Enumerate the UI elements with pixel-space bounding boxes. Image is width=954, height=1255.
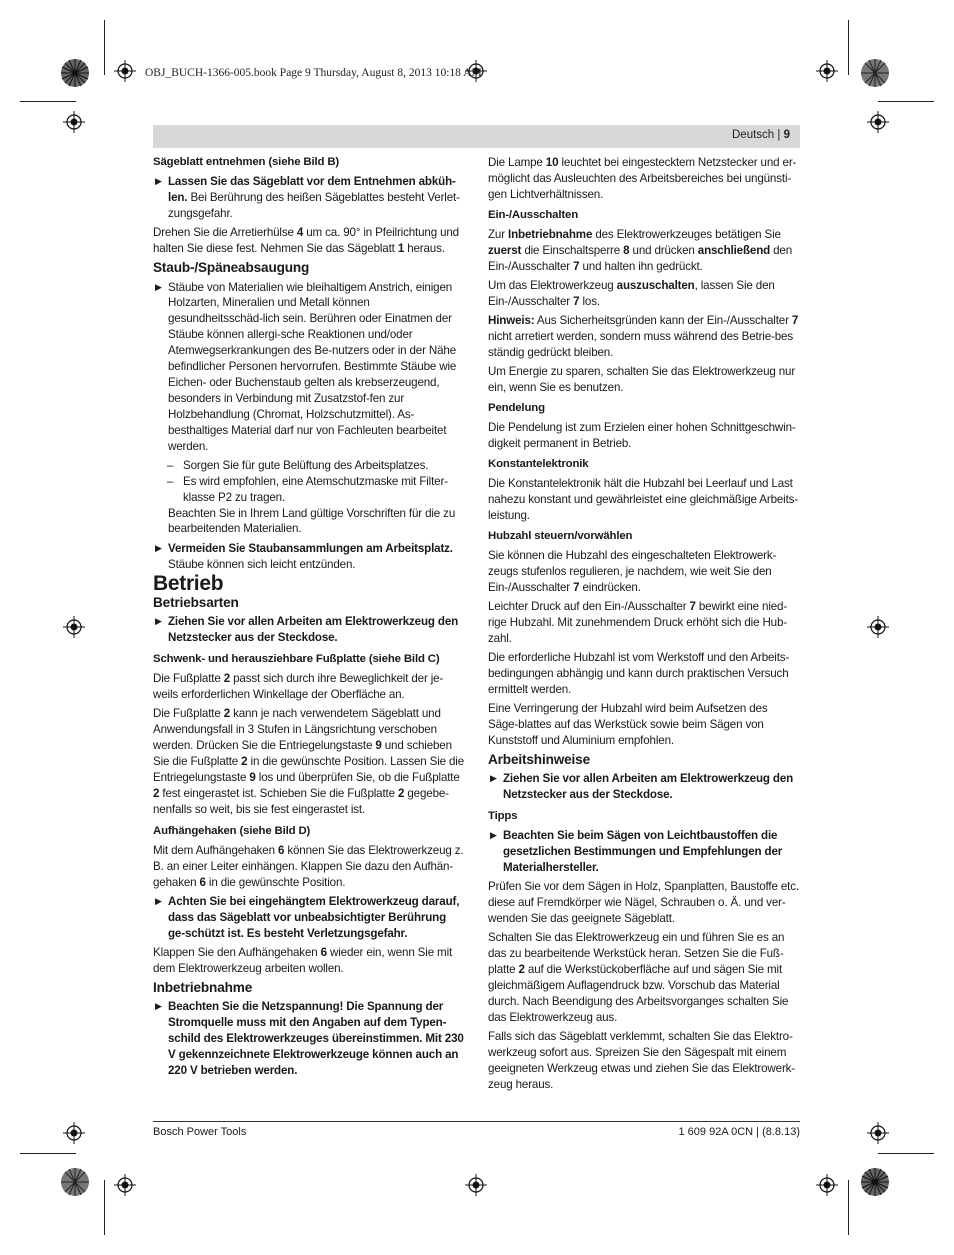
list-item — [153, 894, 465, 942]
bold-text: Vermeiden Sie Staubansammlungen am Arbeitsplatz. — [168, 541, 453, 555]
ref-number: 6 — [320, 945, 327, 959]
bold-text: zuerst — [488, 243, 522, 257]
ref-number: 2 — [518, 963, 525, 977]
text: Um das Elektrowerkzeug — [488, 278, 617, 292]
ref-number: 6 — [277, 843, 285, 857]
paragraph — [488, 227, 800, 275]
footer-brand: Bosch Power Tools — [153, 1126, 247, 1138]
bold-text: Ziehen Sie vor allen Arbeiten am Elektrowerkzeug den Netzstecker aus der Steckdose. — [503, 772, 794, 802]
ref-number: 2 — [223, 707, 231, 721]
text: in die gewünschte Position. Lassen Sie die Entriegelungstaste — [153, 754, 465, 784]
text: heraus. — [404, 242, 445, 256]
bold-text: auszuschalten — [616, 278, 695, 292]
section-heading: Konstantelektronik — [488, 457, 589, 470]
section-heading: Inbetriebnahme — [153, 979, 253, 995]
triangle-right-icon: ▶ — [155, 281, 162, 292]
list-item — [153, 174, 465, 222]
ref-number: 2 — [153, 786, 160, 800]
section-heading: Sägeblatt entnehmen (siehe Bild B) — [153, 156, 340, 168]
ref-number: 2 — [223, 672, 231, 686]
triangle-right-icon: ▶ — [490, 830, 497, 841]
text: und halten ihn gedrückt. — [579, 259, 703, 273]
text: Drehen Sie die Arretierhülse — [153, 226, 297, 240]
paragraph: Falls sich das Sägeblatt verklemmt, schalten Sie das Elektro-werkzeug sofort aus. Spreizen Sie den Sägespalt mit einem geeigneten Werkzeug etwas und ziehen Sie das Elektrowerk-zeug heraus. — [488, 1030, 796, 1091]
paragraph — [488, 599, 800, 647]
paragraph: Um Energie zu sparen, schalten Sie das Elektrowerkzeug nur ein, wenn Sie es benutzen. — [488, 365, 796, 394]
triangle-right-icon: ▶ — [155, 616, 162, 627]
section-heading: Hubzahl steuern/vorwählen — [488, 529, 633, 542]
section-heading: Betriebsarten — [153, 594, 239, 610]
text: in die gewünschte Position. — [205, 875, 346, 889]
ref-number: 2 — [241, 754, 248, 768]
ref-number: 4 — [296, 226, 304, 240]
paragraph — [488, 930, 800, 1025]
text: können Sie das Elektrowerkzeug z. B. an einer Leiter einhängen. Klappen Sie dazu den Aufhän-gehaken — [153, 843, 464, 889]
text: die Einschaltsperre — [521, 243, 624, 257]
starburst-icon — [860, 1167, 890, 1197]
header-language: Deutsch — [732, 129, 775, 141]
paragraph — [153, 843, 465, 891]
text: bewirkt eine nied-rige Hubzahl. Mit zunehmendem Druck erhöht sich die Hub-zahl. — [488, 600, 788, 645]
list-item — [488, 828, 800, 876]
registration-mark-icon — [465, 1174, 487, 1196]
list-item — [153, 614, 465, 646]
body-text: Es wird empfohlen, eine Atemschutzmaske mit Filter-klasse P2 zu tragen. — [183, 474, 448, 504]
list-item — [488, 771, 800, 803]
registration-mark-icon — [867, 616, 889, 638]
text: und drücken — [629, 243, 698, 257]
bold-text: Inbetriebnahme — [508, 227, 593, 241]
registration-mark-icon — [63, 616, 85, 638]
registration-mark-icon — [816, 60, 838, 82]
text: Die Fußplatte — [153, 707, 224, 721]
bold-text: Beachten Sie die Netzspannung! Die Spannung der Stromquelle muss mit den Angaben auf dem Typen-schild des Elektrowerkzeuges übereinstimmen. Mit 230 V gekennzeichnete Elektrowerkzeuge können auch an 220 V betrieben werden. — [168, 1000, 464, 1077]
text: wieder ein, wenn Sie mit dem Elektrowerkzeug arbeiten wollen. — [153, 945, 453, 975]
ref-number: 1 — [397, 242, 405, 256]
paragraph — [488, 548, 800, 596]
section-heading: Tipps — [488, 810, 518, 823]
text: los. — [579, 294, 600, 308]
registration-mark-icon — [63, 1122, 85, 1144]
section-heading: Pendelung — [488, 401, 545, 414]
text: eindrücken. — [579, 580, 641, 594]
starburst-icon — [60, 58, 90, 88]
list-item — [153, 541, 465, 573]
ref-number: 2 — [398, 786, 405, 800]
chapter-title: Betrieb — [153, 571, 224, 595]
paragraph — [153, 945, 465, 977]
triangle-right-icon: ▶ — [155, 895, 162, 906]
text: kann je nach verwendetem Sägeblatt und Anwendungsfall in 3 Stufen in Längsrichtung verschoben werden. Drücken Sie die Entriegelungstaste — [153, 707, 441, 753]
paragraph: Die Konstantelektronik hält die Hubzahl bei Leerlauf und Last nahezu konstant und gewährleistet eine gleichmäßige Arbeits-leistung. — [488, 477, 799, 522]
text: Leichter Druck auf den Ein-/Ausschalter — [488, 600, 690, 614]
text: Die Lampe — [488, 156, 546, 169]
bold-text: Achten Sie bei eingehängtem Elektrowerkzeug darauf, dass das Sägeblatt vor unbeabsichtigter Berührung ge-schützt ist. Es besteht Verletzungsgefahr. — [168, 894, 460, 940]
body-text: Stäube von Materialien wie bleihaltigem Anstrich, einigen Holzarten, Mineralien und Metall können gesundheitsschäd-lich sein. Berühren oder Einatmen der Stäube können allergi-sche Reaktionen und/oder Atemwegserkrankungen des Be-nutzers oder in der Nähe befindlicher Personen hervorrufen. Bestimmte Stäube wie Eichen- oder Buchenstaub gelten als krebserzeugend, besonders in Verbindung mit Zusatzstof-fen zur Holzbehandlung (Chromat, Holzschutzmittel). As-besthaltiges Material darf nur von Fachleuten bearbeitet werden. — [168, 280, 457, 453]
section-heading: Arbeitshinweise — [488, 752, 590, 768]
header-separator: | — [777, 129, 781, 141]
text: gegebe-nenfalls so weit, bis sie fest eingerastet ist. — [153, 786, 449, 816]
registration-mark-icon — [816, 1174, 838, 1196]
dash-item — [153, 474, 465, 506]
registration-mark-icon — [114, 60, 136, 82]
paragraph — [488, 155, 800, 203]
left-column — [153, 155, 465, 1082]
text: Schalten Sie das Elektrowerkzeug ein und führen Sie es an das zu bearbeitende Werkstück heran. Setzen Sie die Fuß-platte — [488, 931, 785, 977]
text: nicht arretiert werden, sondern muss während des Betrie-bes ständig gedrückt bleiben. — [488, 329, 793, 359]
starburst-icon — [60, 1167, 90, 1197]
text: los und überprüfen Sie, ob die Fußplatte — [255, 770, 460, 784]
bold-text: Ziehen Sie vor allen Arbeiten am Elektrowerkzeug den Netzstecker aus der Steckdose. — [168, 615, 459, 645]
body-text: Stäube können sich leicht entzünden. — [168, 557, 356, 571]
ref-number: 7 — [689, 600, 696, 614]
registration-mark-icon — [63, 111, 85, 133]
ref-number: 10 — [545, 156, 559, 169]
text: leuchtet bei eingestecktem Netzstecker und er-möglicht das Ausleuchten des Arbeitsbereiches bei ungünsti-gen Lichtverhältnissen. — [488, 156, 797, 201]
text: passt sich durch ihre Beweglichkeit der je-weils erforderlichen Winkellage der Oberfläche an. — [153, 672, 444, 702]
list-item — [153, 999, 465, 1079]
paragraph — [153, 225, 465, 257]
triangle-right-icon: ▶ — [155, 542, 162, 553]
paragraph: Die Pendelung ist zum Erzielen einer hohen Schnittgeschwin-digkeit permanent in Betrieb. — [488, 421, 796, 450]
text: und schieben Sie die Fußplatte — [153, 739, 452, 768]
paragraph — [153, 706, 465, 817]
ref-number: 7 — [573, 294, 580, 308]
paragraph: Die erforderliche Hubzahl ist vom Werkstoff und den Arbeits-bedingungen abhängig und kann durch praktischen Versuch ermittelt werden. — [488, 651, 790, 696]
header-text — [732, 129, 790, 141]
text: auf die Werkstückoberfläche auf und sägen Sie mit gleichmäßigem Auflagendruck bzw. Vorschub das Material durch. Nach Beendigung des Arbeitsvorganges schalten Sie das Elektrowerkzeug aus. — [488, 963, 789, 1024]
text: den Ein-/Ausschalter — [488, 243, 793, 273]
bold-text: Beachten Sie beim Sägen von Leichtbaustoffen die gesetzlichen Bestimmungen und Empfehlungen der Materialhersteller. — [503, 829, 783, 875]
footer-rule — [153, 1121, 800, 1122]
text: Zur — [488, 227, 509, 241]
dash-item — [153, 458, 465, 474]
triangle-right-icon: ▶ — [155, 1001, 162, 1012]
text: Die Fußplatte — [153, 672, 224, 686]
registration-mark-icon — [867, 111, 889, 133]
text: Sie können die Hubzahl des eingeschalteten Elektrowerk-zeugs stufenlos regulieren, je nachdem, wie weit Sie den Ein-/Ausschalter — [488, 549, 777, 594]
triangle-right-icon: ▶ — [490, 773, 497, 784]
ref-number: 9 — [375, 739, 382, 753]
dash-marker: – — [167, 474, 174, 488]
right-column — [488, 155, 800, 1096]
paragraph: Prüfen Sie vor dem Sägen in Holz, Spanplatten, Baustoffe etc. diese auf Fremdkörper wie Nägel, Schrauben o. Ä. und ver-wenden Sie das geeignete Sägeblatt. — [488, 880, 799, 926]
ref-number: 9 — [249, 770, 256, 784]
text: Aus Sicherheitsgründen kann der Ein-/Ausschalter — [534, 314, 792, 328]
text: , lassen Sie den Ein-/Ausschalter — [488, 278, 775, 308]
section-heading: Aufhängehaken (siehe Bild D) — [153, 824, 311, 837]
dash-marker: – — [167, 458, 174, 472]
triangle-right-icon: ▶ — [155, 176, 162, 187]
running-header — [153, 125, 800, 148]
starburst-icon — [860, 58, 890, 88]
paragraph: Eine Verringerung der Hubzahl wird beim Aufsetzen des Säge-blattes auf das Werkstück sowie beim Sägen von Kunststoff und Aluminium empfohlen. — [488, 702, 768, 747]
text: Klappen Sie den Aufhängehaken — [153, 945, 321, 959]
registration-mark-icon — [114, 1174, 136, 1196]
section-heading: Schwenk- und herausziehbare Fußplatte (siehe Bild C) — [153, 652, 440, 665]
bold-text: Hinweis: — [488, 314, 535, 328]
text: Mit dem Aufhängehaken — [153, 843, 278, 857]
list-item — [153, 280, 465, 455]
registration-mark-icon — [867, 1122, 889, 1144]
page-number: 9 — [783, 129, 790, 141]
ref-number: 7 — [573, 580, 580, 594]
paragraph — [153, 671, 465, 703]
paragraph — [488, 313, 800, 361]
text: um ca. 90° in Pfeilrichtung und halten Sie diese fest. Nehmen Sie das Sägeblatt — [153, 226, 459, 256]
footer-doc-number: 1 609 92A 0CN | (8.8.13) — [678, 1126, 800, 1138]
ref-number: 6 — [199, 875, 206, 889]
text: fest eingerastet ist. Schieben Sie die Fußplatte — [159, 786, 398, 800]
ref-number: 8 — [623, 243, 630, 257]
print-slug: OBJ_BUCH-1366-005.book Page 9 Thursday, August 8, 2013 10:18 AM — [145, 67, 482, 79]
section-heading: Ein-/Ausschalten — [488, 208, 579, 221]
ref-number: 7 — [573, 259, 580, 273]
bold-text: Lassen Sie das Sägeblatt vor dem Entnehmen abküh-len. — [168, 175, 456, 205]
section-heading: Staub-/Späneabsaugung — [153, 260, 310, 276]
bold-text: anschließend — [697, 243, 771, 257]
body-text: Bei Berührung des heißen Sägeblattes besteht Verlet-zungsgefahr. — [168, 191, 460, 221]
text: des Elektrowerkzeuges betätigen Sie — [592, 227, 781, 241]
paragraph — [488, 278, 800, 310]
paragraph: Beachten Sie in Ihrem Land gültige Vorschriften für die zu bearbeitenden Materialien. — [168, 506, 456, 536]
ref-number: 7 — [791, 314, 799, 328]
body-text: Sorgen Sie für gute Belüftung des Arbeitsplatzes. — [183, 458, 429, 472]
